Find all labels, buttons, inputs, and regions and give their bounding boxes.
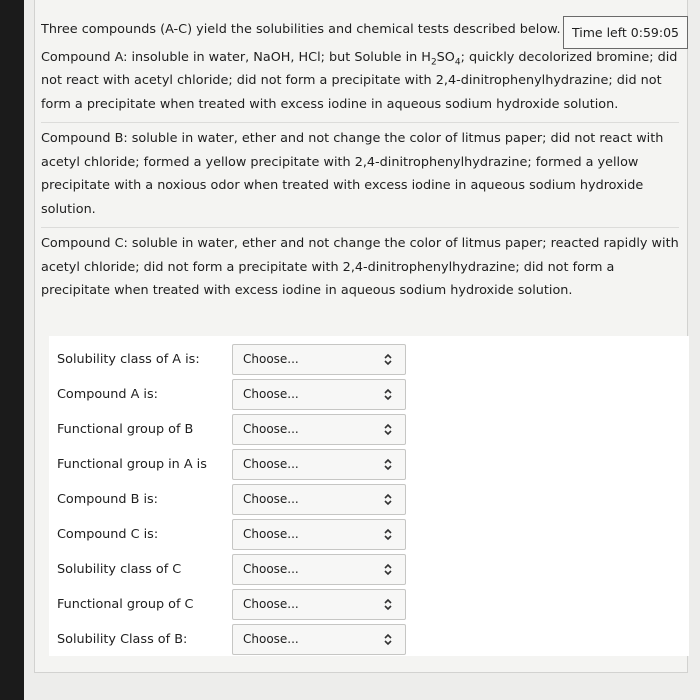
- answer-row: [49, 447, 689, 482]
- answer-row: [49, 517, 689, 552]
- up-down-chevron-icon: [383, 353, 393, 366]
- formula-subscript-2: 2: [430, 57, 437, 68]
- up-down-chevron-icon: [383, 528, 393, 541]
- compound-b-text: Compound B: soluble in water, ether and not change the color of litmus paper; did not react with acetyl chloride; formed a yellow precipitate with 2,4-dinitrophenylhydrazine; formed a yellow precipitate with a noxious odor when treated with excess iodine in aqueous sodium hydroxide solution.: [41, 131, 664, 217]
- answer-label: Compound A is:: [57, 387, 158, 402]
- answer-label: Solubility class of C: [57, 562, 182, 577]
- answer-label: Solubility Class of B:: [57, 632, 188, 647]
- answer-select-functional-group-b[interactable]: [232, 414, 406, 445]
- compound-c-description: [41, 232, 679, 309]
- answer-label: Functional group of C: [57, 597, 194, 612]
- up-down-chevron-icon: [383, 458, 393, 471]
- select-value: Choose...: [243, 527, 299, 541]
- up-down-chevron-icon: [383, 633, 393, 646]
- question-intro: Three compounds (A-C) yield the solubilities and chemical tests described below.: [41, 22, 561, 37]
- answer-select-solubility-class-b[interactable]: [232, 624, 406, 655]
- answer-select-compound-b[interactable]: [232, 484, 406, 515]
- select-value: Choose...: [243, 422, 299, 436]
- select-value: Choose...: [243, 492, 299, 506]
- answer-row: [49, 342, 689, 377]
- question-text: [41, 6, 679, 309]
- up-down-chevron-icon: [383, 563, 393, 576]
- up-down-chevron-icon: [383, 423, 393, 436]
- select-value: Choose...: [243, 457, 299, 471]
- answer-select-functional-group-c[interactable]: [232, 589, 406, 620]
- answer-select-functional-group-a[interactable]: [232, 449, 406, 480]
- formula-so: SO: [436, 49, 455, 65]
- answer-row: [49, 377, 689, 412]
- answer-select-compound-c[interactable]: [232, 519, 406, 550]
- answer-panel: [49, 336, 689, 656]
- compound-a-description: [41, 46, 679, 124]
- answer-label: Compound C is:: [57, 527, 159, 542]
- answer-row: [49, 622, 689, 657]
- compound-b-description: [41, 127, 679, 228]
- select-value: Choose...: [243, 632, 299, 646]
- quiz-page: [24, 0, 700, 700]
- answer-label: Functional group of B: [57, 422, 194, 437]
- answer-select-solubility-class-a[interactable]: [232, 344, 406, 375]
- formula-subscript-4: 4: [454, 57, 461, 68]
- select-value: Choose...: [243, 597, 299, 611]
- answer-select-compound-a[interactable]: [232, 379, 406, 410]
- answer-label: Functional group in A is: [57, 457, 207, 472]
- answer-row: [49, 552, 689, 587]
- compound-c-text: Compound C: soluble in water, ether and not change the color of litmus paper; reacted rapidly with acetyl chloride; did not form a precipitate with 2,4-dinitrophenylhydrazine; did not form a precipitate when treated with excess iodine in aqueous sodium hydroxide solution.: [41, 236, 679, 298]
- time-left-timer: Time left 0:59:05: [563, 16, 688, 49]
- answer-select-solubility-class-c[interactable]: [232, 554, 406, 585]
- answer-row: [49, 412, 689, 447]
- answer-label: Compound B is:: [57, 492, 158, 507]
- answer-label: Solubility class of A is:: [57, 352, 200, 367]
- select-value: Choose...: [243, 387, 299, 401]
- select-value: Choose...: [243, 562, 299, 576]
- answer-row: [49, 482, 689, 517]
- select-value: Choose...: [243, 352, 299, 366]
- compound-a-text-end: ; quickly decolorized bromine; did not react with acetyl chloride; did not form a precipitate with 2,4-dinitrophenylhydrazine; did not form a precipitate when treated with excess iodine in aqueous sodium hydroxide solution.: [41, 49, 678, 112]
- up-down-chevron-icon: [383, 493, 393, 506]
- compound-a-text-start: Compound A: insoluble in water, NaOH, HCl; but Soluble in H: [41, 49, 431, 65]
- up-down-chevron-icon: [383, 388, 393, 401]
- question-card: [34, 0, 688, 673]
- answer-row: [49, 587, 689, 622]
- up-down-chevron-icon: [383, 598, 393, 611]
